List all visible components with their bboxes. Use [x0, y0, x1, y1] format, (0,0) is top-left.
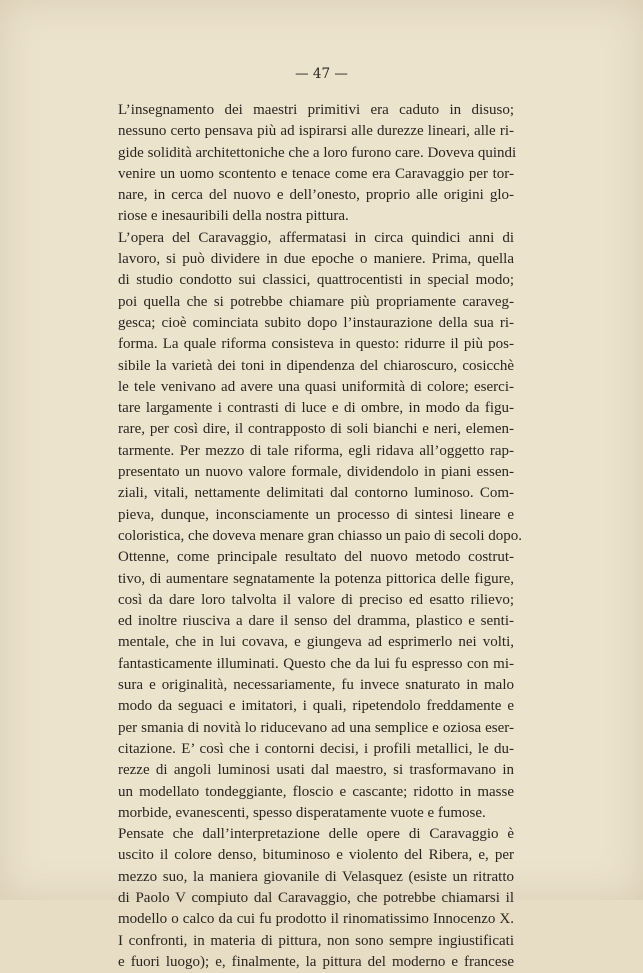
text-line: così da dare loro talvolta il valore di preciso ed esatto rilievo; — [118, 591, 514, 608]
text-line: ziali, vitali, nettamente delimitati dal contorno luminoso. Com- — [118, 485, 514, 502]
text-line: rare, per così dire, il contrapposto di soli bianchi e neri, elemen- — [118, 421, 514, 438]
text-line: modello o calco da cui fu prodotto il rinomatissimo Innocenzo X. — [118, 911, 514, 928]
text-line: presentato un nuovo valore formale, dividendolo in piani essen- — [118, 464, 514, 481]
text-line: nare, in cerca del nuovo e dell’onesto, proprio alle origini glo- — [118, 187, 514, 204]
text-line: poi quella che si potrebbe chiamare più propriamente caraveg- — [118, 293, 514, 310]
text-line: coloristica, che doveva menare gran chiasso un paio di secoli dopo. — [118, 527, 523, 544]
text-line: I confronti, in materia di pittura, non sono sempre ingiustificati — [118, 932, 514, 949]
text-line: riose e inesauribili della nostra pittura. — [118, 208, 349, 225]
text-line: di studio condotto sui classici, quattrocentisti in special modo; — [118, 272, 514, 289]
text-line: morbide, evanescenti, spesso disperatamente vuote e fumose. — [118, 804, 486, 821]
text-line: modo da seguaci e imitatori, i quali, ripetendolo freddamente e — [118, 698, 514, 715]
text-line: pieva, dunque, inconsciamente un processo di sintesi lineare e — [118, 506, 514, 523]
text-line: venire un uomo scontento e tenace come era Caravaggio per tor- — [118, 165, 514, 182]
body-text — [118, 100, 523, 973]
text-line: gesca; cioè cominciata subito dopo l’instaurazione della sua ri- — [118, 314, 514, 331]
text-line: tarmente. Per mezzo di tale riforma, egli ridava all’oggetto rap- — [118, 442, 514, 459]
text-line: tare largamente i contrasti di luce e di ombre, in modo da figu- — [118, 400, 514, 417]
paragraph-first-line: Pensate che dall’interpretazione delle opere di Caravaggio è — [118, 826, 514, 843]
text-line: le tele venivano ad avere una quasi uniformità di colore; eserci- — [118, 378, 514, 395]
paragraph-first-line: L’opera del Caravaggio, affermatasi in circa quindici anni di — [118, 229, 514, 246]
text-line: sibile la varietà dei toni in dipendenza del chiaroscuro, cosicchè — [118, 357, 514, 374]
text-line: un modellato tondeggiante, floscio e cascante; ridotto in masse — [118, 783, 514, 800]
text-line: forma. La quale riforma consisteva in questo: ridurre il più pos- — [118, 336, 514, 353]
text-line: e fuori luogo); e, finalmente, la pittura del moderno e francese — [118, 953, 514, 970]
text-line: sura e originalità, necessariamente, fu invece snaturato in malo — [118, 677, 514, 694]
text-line: di Paolo V compiuto dal Caravaggio, che potrebbe chiamarsi il — [118, 889, 514, 906]
text-line: gide solidità architettoniche che a loro furono care. Doveva quindi — [118, 144, 517, 161]
text-line: mentale, che in lui covava, e giungeva ad esprimerlo nei volti, — [118, 634, 514, 651]
paragraph-first-line: Ottenne, come principale resultato del nuovo metodo costrut- — [118, 549, 514, 566]
text-line: lavoro, si può dividere in due epoche o maniere. Prima, quella — [118, 251, 514, 268]
text-line: fantasticamente illuminati. Questo che da lui fu espresso con mi- — [118, 655, 514, 672]
text-line: nessuno certo pensava più ad ispirarsi alle durezze lineari, alle ri- — [118, 123, 514, 140]
text-line: tivo, di aumentare segnatamente la potenza pittorica delle figure, — [118, 570, 514, 587]
text-line: uscito il colore denso, bituminoso e violento del Ribera, e, per — [118, 847, 514, 864]
text-line: mezzo suo, la maniera giovanile di Velasquez (esiste un ritratto — [118, 868, 514, 885]
text-line: per smania di novità lo riducevano ad una semplice e oziosa eser- — [118, 719, 514, 736]
page-number: — 47 — — [295, 66, 348, 82]
paragraph-first-line: L’insegnamento dei maestri primitivi era caduto in disuso; — [118, 102, 514, 118]
text-line: rezze di angoli luminosi usati dal maestro, si trasformavano in — [118, 762, 514, 779]
text-line: citazione. E’ così che i contorni decisi, i profili metallici, le du- — [118, 740, 514, 757]
text-line: ed inoltre riusciva a dare il senso del dramma, plastico e senti- — [118, 613, 514, 630]
